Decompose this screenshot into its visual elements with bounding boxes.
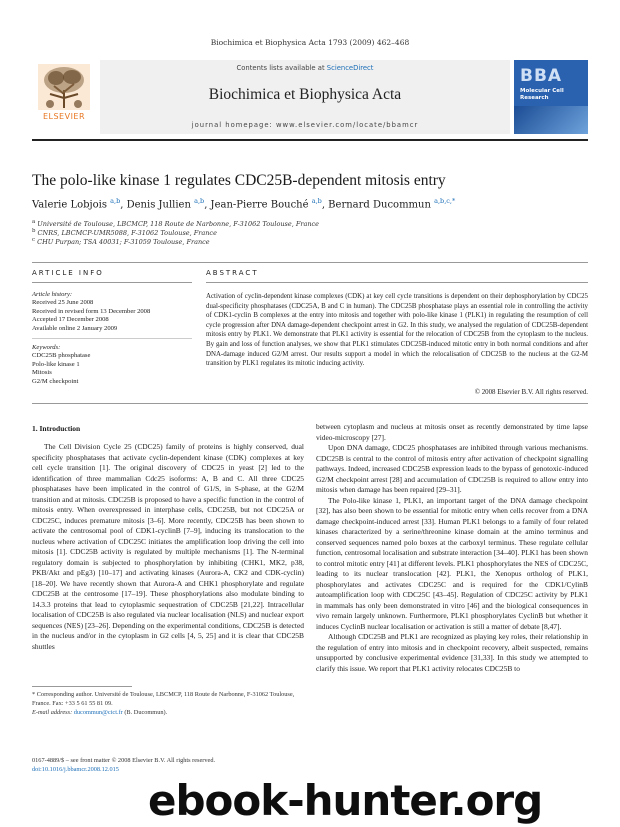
body-paragraph: Upon DNA damage, CDC25 phosphatases are inhibited through various mechanisms. CDC25B is central to the control of mitosis entry after activation of checkpoint signalling pathways. Indeed, increased CDC25B expression leads to the bypass of genotoxic-induced G2/M checkpoint arrest [28] and accumulation of CDC25B is required to allow entry into mitosis when damage has been repaired [29–31].	[316, 443, 588, 494]
footnote-email-line	[32, 709, 304, 718]
body-column-right	[316, 422, 588, 674]
author-affiliation-marker[interactable]: a,b	[110, 197, 121, 205]
section-rule	[32, 262, 588, 263]
elsevier-logo	[32, 62, 96, 134]
affiliation	[32, 219, 588, 228]
abstract-heading: ABSTRACT	[206, 269, 259, 277]
footnote	[32, 691, 304, 717]
article-history	[32, 291, 197, 333]
author-list	[32, 197, 588, 210]
journal-cover	[514, 60, 588, 134]
footnote-email-suffix: (B. Ducommun).	[122, 708, 168, 716]
journal-citation: Biochimica et Biophysica Acta 1793 (2009) 462–468	[210, 38, 410, 47]
body-paragraph: between cytoplasm and nucleus at mitosis onset as recently demonstrated by time lapse video-microscopy [27].	[316, 422, 588, 442]
author-affiliation-marker[interactable]: a,b	[311, 197, 322, 205]
author-name: Valerie Lobjois	[32, 199, 111, 211]
affiliation-marker: a	[32, 219, 36, 225]
affiliation-marker: b	[32, 228, 36, 234]
cover-artwork	[514, 106, 588, 134]
sciencedirect-link[interactable]: ScienceDirect	[326, 64, 374, 72]
footnote-email-label: E-mail address:	[32, 708, 74, 716]
article-info-heading: ARTICLE INFO	[32, 269, 104, 277]
journal-homepage[interactable]: journal homepage: www.elsevier.com/locate/bbamcr	[191, 121, 419, 129]
affiliation-text: Université de Toulouse, LBCMCP, 118 Route de Narbonne, F-31062 Toulouse, France	[35, 220, 320, 229]
issn-line: 0167-4889/$ – see front matter © 2008 Elsevier B.V. All rights reserved.	[32, 757, 216, 764]
header-rule	[32, 139, 588, 141]
keyword: G2/M checkpoint	[32, 377, 79, 385]
history-received: Received 25 June 2008	[32, 299, 94, 307]
body-rule	[32, 403, 588, 404]
body-paragraph: The Polo-like kinase 1, PLK1, an important target of the DNA damage checkpoint [32], has also been shown to be essential for mitotic entry when cells recover from a DNA damage checkpoint-induced arrest [33]. Human PLK1 belongs to a family of four related kinases characterized by a serine/threonine kinase domain at the amino terminus and conserved sequences named polo boxes at the carboxyl terminus. These regulate cellular function, centrosomal localisation and substrate interaction [34–40]. PLK1 has been shown to control mitotic entry [41] at different levels. PLK1 phosphorylates the NES of CDC25C, leading to its nuclear translocation [42]. PLK1, the Xenopus ortholog of PLK1, phosphorylates and activates CDC25C and is required for the CDK1/CylinB autoamplification loop with CDC25C [43–45]. Regulation of CDC25C activity by PLK1 in mammals has only been demonstrated in vitro [46] and the biological consequences in vivo remain largely unknown. Furthermore, PLK1 phosphorylates CyclinB but whether it induces CyclinB nuclear localisation or activation is still a matter of debate [8,47].	[316, 495, 588, 631]
footnote-email-link[interactable]: ducommun@cict.fr	[73, 708, 123, 716]
cover-subtitle: Molecular Cell Research	[520, 88, 564, 101]
body-paragraph: Although CDC25B and PLK1 are recognized as playing key roles, their relationship in the regulation of entry into mitosis and in checkpoint recovery, albeit suspected, remains unsupported by conclusive experimental evidence [31,33]. In this study we attempted to clarify this issue. We report that PLK1 activity relocates CDC25B to	[316, 632, 588, 673]
body-column-left	[32, 442, 304, 652]
keyword: CDC25B phosphatase	[32, 352, 91, 360]
author-affiliation-marker[interactable]: a,b	[194, 197, 205, 205]
affiliation	[32, 237, 588, 246]
body-paragraph: The Cell Division Cycle 25 (CDC25) family of proteins is highly conserved, dual specificity phosphatases that activate cyclin-dependent kinase (CDK) complexes at key cell cycle transition [1]. The original discovery of CDC25 in yeast [2] led to the identification of three mammalian Cdc25 isoforms: A, B and C. All three CDC25 phosphatases have been implicated in the control of G1/S, in S-phase, at the G2/M transition and at mitosis. CDC25B is proposed to have a specific function in the control of mitosis entry. When overexpressed in interphase cells, CDC25B, but not CDC25A or CDC25C, induces premature mitosis [3–6]. More recently, CDC25B has been shown to activate the centrosomal pool of CDK1-cyclinB [7–9], inducing its translocation to the nucleus where activation of CDC25C initiates the amplification loop driving the cell into mitosis [1]. CDC25B activity is regulated by multiple mechanisms [1]. The N-terminal regulatory domain is subjected to phosphorylation by inhibiting (CHK1, MK2, p38, PKB/Akt and pEg3) [10–17] and activating kinases (Aurora-A, CK2 and CDK-cyclin) [18–20]. We have recently shown that Aurora-A and CHK1 phosphorylate and regulate CDC25B at the centrosome [17–19]. These phosphorylations also modulate binding to 14.3.3 proteins that lead to cytoplasmic sequestration of CDC25B [21,22]. Intracellular localisation of CDC25B is also regulated via nuclear localisation (NLS) and nuclear export sequences (NES) [23–26]. Depending on the experimental conditions, CDC25B is detected in the nucleus and/or in the cytoplasm in G2 cells [4, 5, 25] and it is clear that CDC25B shuttles	[32, 442, 304, 651]
keyword: Mitosis	[32, 369, 52, 377]
history-accepted: Accepted 17 December 2008	[32, 316, 109, 324]
contents-availability	[100, 64, 510, 72]
abstract-rule	[206, 282, 588, 283]
history-revised: Received in revised form 13 December 2008	[32, 307, 151, 315]
cover-title: BBA	[520, 66, 563, 86]
keywords	[32, 344, 197, 386]
elsevier-tree-icon	[38, 64, 90, 110]
affiliation-marker: c	[32, 237, 36, 243]
contents-prefix: Contents lists available at	[236, 64, 327, 72]
watermark: ebook-hunter.org	[148, 776, 543, 825]
journal-title: Biochimica et Biophysica Acta	[208, 86, 402, 103]
abstract-copyright: © 2008 Elsevier B.V. All rights reserved.	[474, 389, 588, 396]
history-online: Available online 2 January 2009	[32, 324, 118, 332]
section-heading: 1. Introduction	[32, 424, 81, 433]
keywords-label: Keywords:	[32, 344, 61, 351]
publisher-logo-text: ELSEVIER	[42, 112, 86, 121]
article-info-rule	[32, 282, 192, 283]
keyword: Polo-like kinase 1	[32, 360, 80, 368]
author-name: , Jean-Pierre Bouché	[204, 199, 312, 211]
doi-link[interactable]: doi:10.1016/j.bbamcr.2008.12.015	[32, 766, 119, 773]
article-title: The polo-like kinase 1 regulates CDC25B-dependent mitosis entry	[32, 172, 446, 189]
affiliation	[32, 228, 588, 237]
author-affiliation-marker[interactable]: a,b,c,*	[434, 197, 456, 205]
article-history-label: Article history:	[32, 291, 73, 298]
affiliation-text: CNRS, LBCMCP-UMR5088, F-31062 Toulouse, France	[35, 229, 217, 238]
keywords-rule	[32, 338, 192, 339]
author-name: , Denis Jullien	[120, 199, 195, 211]
footnote-corresponding: * Corresponding author. Université de Toulouse, LBCMCP, 118 Route de Narbonne, F-31062 Toulouse, France. Fax: +33 5 61 55 81 09.	[32, 691, 295, 707]
affiliation-text: CHU Purpan; TSA 40031; F-31059 Toulouse, France	[35, 238, 210, 247]
footnote-rule	[32, 686, 132, 687]
author-name: , Bernard Ducommun	[321, 199, 435, 211]
abstract-text: Activation of cyclin-dependent kinase complexes (CDK) at key cell cycle transitions is dependent on their dephosphorylation by CDC25 dual-specificity phosphatases (CDC25A, B and C in human). The CDC25B phosphatase plays an essential role in controlling the activity of CDK1-cyclin B complexes at the entry into mitosis and together with polo-like kinase 1 (PLK1) in regulating the resumption of cell cycle progression after DNA damage-dependent checkpoint arrest in G2. In this study, we analysed the regulation of CDC25B-dependent mitosis entry by PLK1. We demonstrate that PLK1 activity is essential for the relocation of CDC25B from the cytoplasm to the nucleus. By gain and loss of function analyses, we show that PLK1 stimulates CDC25B-induced mitotic entry in both normal conditions and after DNA-damage induced G2/M arrest. Our results support a model in which the relocalisation of CDC25B to the nucleus at the G2-M transition by PLK1 regulates its mitotic inducing activity.	[206, 293, 588, 368]
